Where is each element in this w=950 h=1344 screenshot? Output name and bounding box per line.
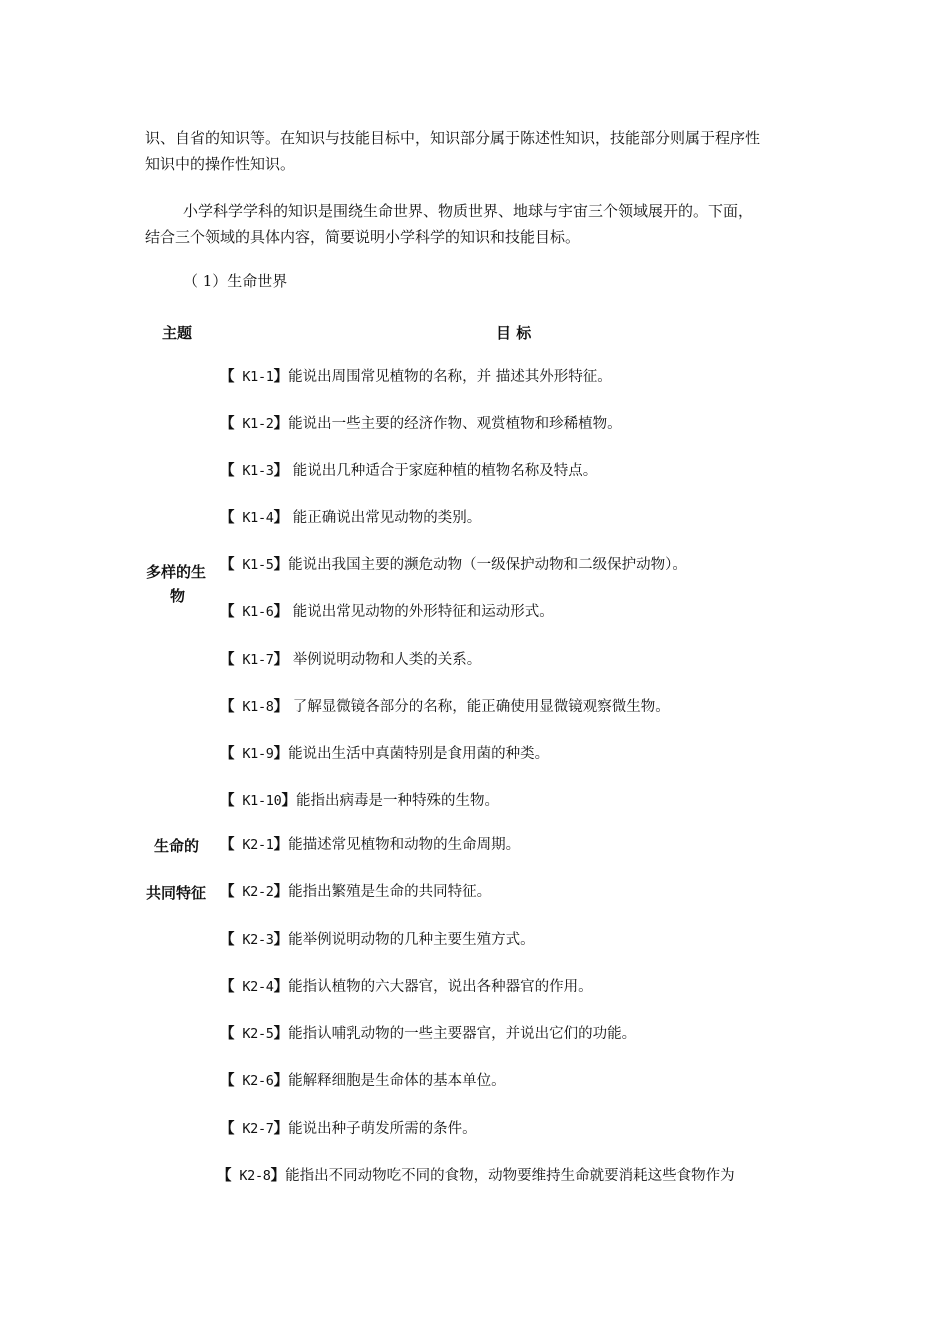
bracket-close: 】 [273, 651, 289, 668]
theme-diverse-organisms: 物 [170, 587, 186, 605]
bracket-open: 【 [220, 462, 235, 479]
goal-row [220, 880, 491, 904]
goal-code: K1-6 [234, 604, 274, 620]
goal-row [220, 928, 535, 952]
theme-common-features: 共同特征 [146, 884, 207, 902]
goal-text: 能说出一些主要的经济作物、观赏植物和珍稀植物。 [288, 416, 622, 432]
bracket-close: 】 [273, 698, 289, 715]
table-header-goal: 目 标 [496, 324, 532, 342]
goal-text: 能说出周围常见植物的名称，并 描述其外形特征。 [288, 369, 612, 385]
goal-code: K2-1 [234, 837, 274, 853]
bracket-close: 】 [273, 1025, 289, 1042]
goal-code: K2-4 [234, 979, 274, 995]
bracket-open: 【 [220, 836, 235, 853]
bracket-close: 】 [273, 978, 289, 995]
bracket-close: 】 [273, 836, 289, 853]
goal-text: 能正确说出常见动物的类别。 [288, 510, 482, 526]
intro-line: 结合三个领域的具体内容，简要说明小学科学的知识和技能目标。 [145, 228, 581, 246]
goal-text: 举例说明动物和人类的关系。 [288, 652, 482, 668]
bracket-open: 【 [220, 883, 235, 900]
bracket-open: 【 [220, 792, 235, 809]
theme-diverse-organisms: 多样的生 [146, 563, 207, 581]
goal-code: K1-1 [234, 369, 274, 385]
bracket-close: 】 [273, 1120, 289, 1137]
goal-code: K2-7 [234, 1121, 274, 1137]
bracket-open: 【 [220, 698, 235, 715]
goal-row [220, 742, 549, 766]
bracket-open: 【 [220, 931, 235, 948]
goal-text: 能指出病毒是一种特殊的生物。 [295, 793, 499, 809]
goal-row [220, 1069, 506, 1093]
goal-row [220, 695, 670, 719]
goal-code: K1-3 [234, 463, 274, 479]
goal-row [217, 1164, 735, 1188]
bracket-close: 】 [273, 462, 289, 479]
goal-text: 能指出繁殖是生命的共同特征。 [288, 884, 492, 900]
bracket-close: 】 [273, 509, 289, 526]
goal-text: 能说出我国主要的濒危动物（一级保护动物和二级保护动物）。 [288, 557, 687, 573]
bracket-open: 【 [220, 978, 235, 995]
goal-text: 能指认植物的六大器官，说出各种器官的作用。 [288, 979, 593, 995]
bracket-open: 【 [220, 415, 235, 432]
bracket-open: 【 [220, 651, 235, 668]
goal-row [220, 833, 520, 857]
intro-line: 知识中的操作性知识。 [145, 155, 296, 173]
goal-code: K1-7 [234, 652, 274, 668]
goal-code: K1-9 [234, 746, 274, 762]
goal-code: K2-6 [234, 1073, 274, 1089]
goal-row [220, 1022, 636, 1046]
bracket-open: 【 [220, 1120, 235, 1137]
bracket-open: 【 [220, 1025, 235, 1042]
goal-row [220, 975, 593, 999]
bracket-close: 】 [273, 415, 289, 432]
bracket-open: 【 [220, 603, 235, 620]
goal-row [220, 1117, 477, 1141]
goal-code: K2-2 [234, 884, 274, 900]
goal-code: K1-5 [234, 557, 274, 573]
bracket-close: 】 [273, 603, 289, 620]
goal-row [220, 459, 597, 483]
goal-text: 能举例说明动物的几种主要生殖方式。 [288, 932, 535, 948]
goal-row [220, 648, 481, 672]
goal-row [220, 506, 481, 530]
goal-text: 能说出生活中真菌特别是食用菌的种类。 [288, 746, 550, 762]
goal-code: K1-10 [234, 793, 282, 809]
table-header-theme: 主题 [162, 324, 193, 342]
goal-row [220, 365, 612, 389]
bracket-close: 】 [270, 1167, 286, 1184]
goal-code: K2-5 [234, 1026, 274, 1042]
bracket-close: 】 [273, 368, 289, 385]
goal-text: 能说出种子萌发所需的条件。 [288, 1121, 477, 1137]
bracket-open: 【 [217, 1167, 232, 1184]
intro-line: 识、自省的知识等。在知识与技能目标中，知识部分属于陈述性知识，技能部分则属于程序性 [145, 129, 761, 147]
goal-text: 能说出几种适合于家庭种植的植物名称及特点。 [288, 463, 598, 479]
theme-common-features: 生命的 [154, 837, 200, 855]
goal-code: K2-8 [231, 1168, 271, 1184]
bracket-open: 【 [220, 556, 235, 573]
goal-code: K2-3 [234, 932, 274, 948]
bracket-close: 】 [273, 556, 289, 573]
goal-text: 能说出常见动物的外形特征和运动形式。 [288, 604, 554, 620]
bracket-close: 】 [273, 1072, 289, 1089]
section-heading: （ 1）生命世界 [183, 272, 288, 290]
goal-text: 能指认哺乳动物的一些主要器官，并说出它们的功能。 [288, 1026, 637, 1042]
bracket-open: 【 [220, 509, 235, 526]
bracket-close: 】 [281, 792, 296, 809]
bracket-close: 】 [273, 883, 289, 900]
goal-row [220, 789, 499, 813]
intro-line: 小学科学学科的知识是围绕生命世界、物质世界、地球与宇宙三个领域展开的。下面， [183, 202, 754, 220]
bracket-close: 】 [273, 745, 289, 762]
goal-text: 能解释细胞是生命体的基本单位。 [288, 1073, 506, 1089]
bracket-open: 【 [220, 368, 235, 385]
goal-text: 能指出不同动物吃不同的食物，动物要维持生命就要消耗这些食物作为 [285, 1168, 735, 1184]
goal-text: 了解显微镜各部分的名称，能正确使用显微镜观察微生物。 [288, 699, 670, 715]
goal-code: K1-2 [234, 416, 274, 432]
bracket-open: 【 [220, 745, 235, 762]
goal-row [220, 600, 554, 624]
goal-code: K1-8 [234, 699, 274, 715]
goal-row [220, 412, 622, 436]
bracket-open: 【 [220, 1072, 235, 1089]
bracket-close: 】 [273, 931, 289, 948]
goal-text: 能描述常见植物和动物的生命周期。 [288, 837, 521, 853]
goal-code: K1-4 [234, 510, 274, 526]
goal-row [220, 553, 687, 577]
